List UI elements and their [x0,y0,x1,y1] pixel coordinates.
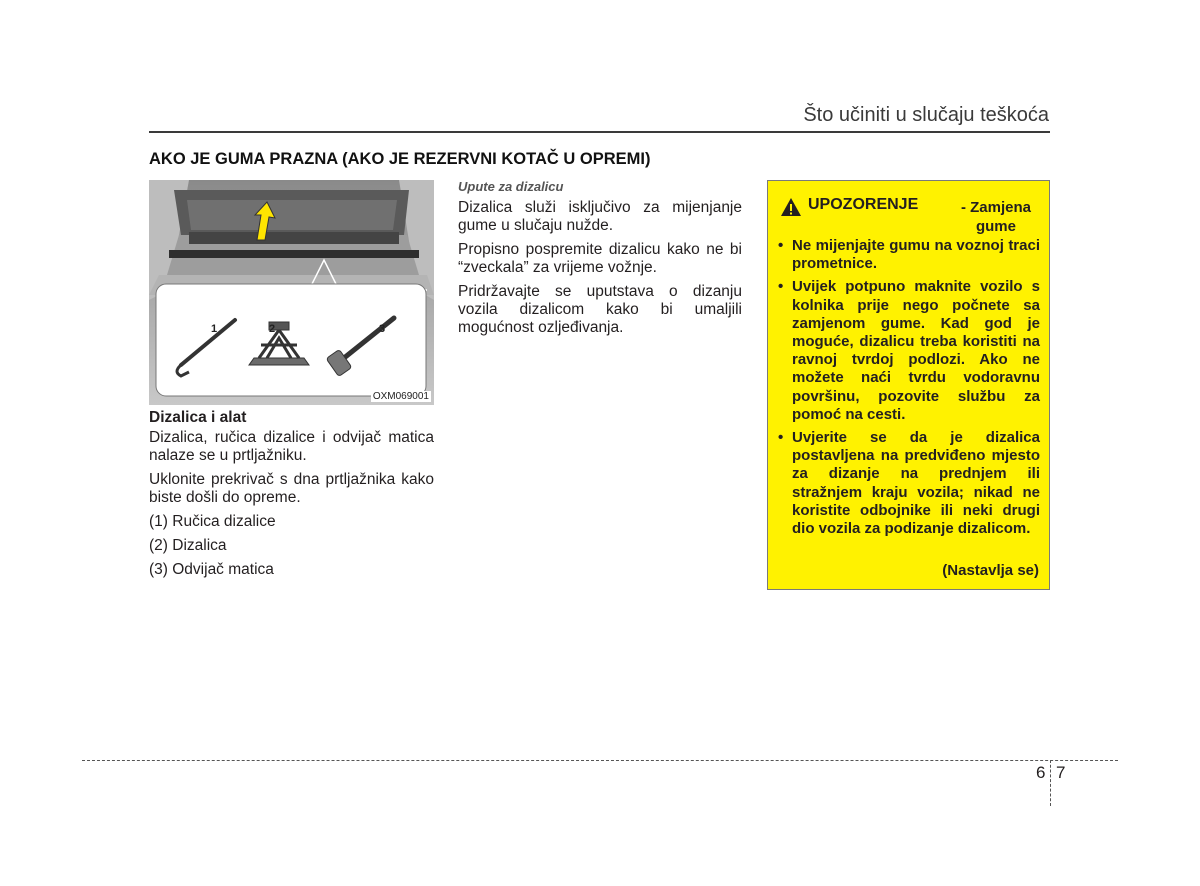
figure-code: OXM069001 [372,391,429,402]
left-column [149,409,434,585]
middle-column [458,178,742,343]
warning-item: • Ne mijenjajte gumu na voznoj traci prometnice. [778,237,1040,273]
warning-subtitle: - Zamjena gume [960,199,1032,235]
continued-label: (Nastavlja se) [942,562,1039,579]
paragraph: Uklonite prekrivač s dna prtljažnika kako biste došli do opreme. [149,471,434,506]
running-header: Što učiniti u slučaju teškoća [803,104,1049,126]
subhead-jack-instructions: Upute za dizalicu [458,179,564,194]
subhead-jack-tools: Dizalica i alat [149,409,247,426]
section-title: AKO JE GUMA PRAZNA (AKO JE REZERVNI KOTAČ U OPREMI) [149,150,651,168]
warning-box [767,180,1050,590]
warning-item: • Uvjerite se da je dizalica postavljena na predviđeno mjesto za dizanje na prednjem ili stražnjem kraju vozila; nikad ne koristite odbojnike ili neki drugi dio vozila za podizanje dizalicom. [778,429,1040,538]
figure-label-2: 2 [269,323,276,335]
footer-rule [82,760,1118,761]
trunk-illustration [149,180,434,405]
header-rule [149,131,1050,133]
list-item: (1) Ručica dizalice [149,513,276,530]
trunk-tools-figure [149,180,434,405]
paragraph: Propisno pospremite dizalicu kako ne bi “zveckala” za vrijeme vožnje. [458,241,742,276]
warning-triangle-icon [780,197,802,217]
list-item: (2) Dizalica [149,537,227,554]
figure-label-3: 3 [379,323,386,335]
warning-title: UPOZORENJE [808,196,919,213]
page-number: 7 [1056,763,1066,782]
warning-list [778,237,1040,543]
paragraph: Dizalica služi isključivo za mijenjanje gume u slučaju nužde. [458,199,742,234]
warning-item: • Uvijek potpuno maknite vozilo s kolnika prije nego počnete sa zamjenom gume. Kad god je moguće, dizalicu treba koristiti na ravnoj tvrdoj podlozi. Ako ne možete naći tvrdu vodoravnu površinu, pozovite službu za pomoć na cesti. [778,278,1040,424]
page-divider [1050,760,1051,806]
paragraph: Pridržavajte se uputstava o dizanju vozila dizalicom kako bi umaljili mogućnost ozljeđivanja. [458,283,742,336]
figure-label-1: 1 [211,323,218,335]
list-item: (3) Odvijač matica [149,561,274,578]
chapter-number: 6 [1036,763,1046,782]
paragraph: Dizalica, ručica dizalice i odvijač matica nalaze se u prtljažniku. [149,429,434,464]
